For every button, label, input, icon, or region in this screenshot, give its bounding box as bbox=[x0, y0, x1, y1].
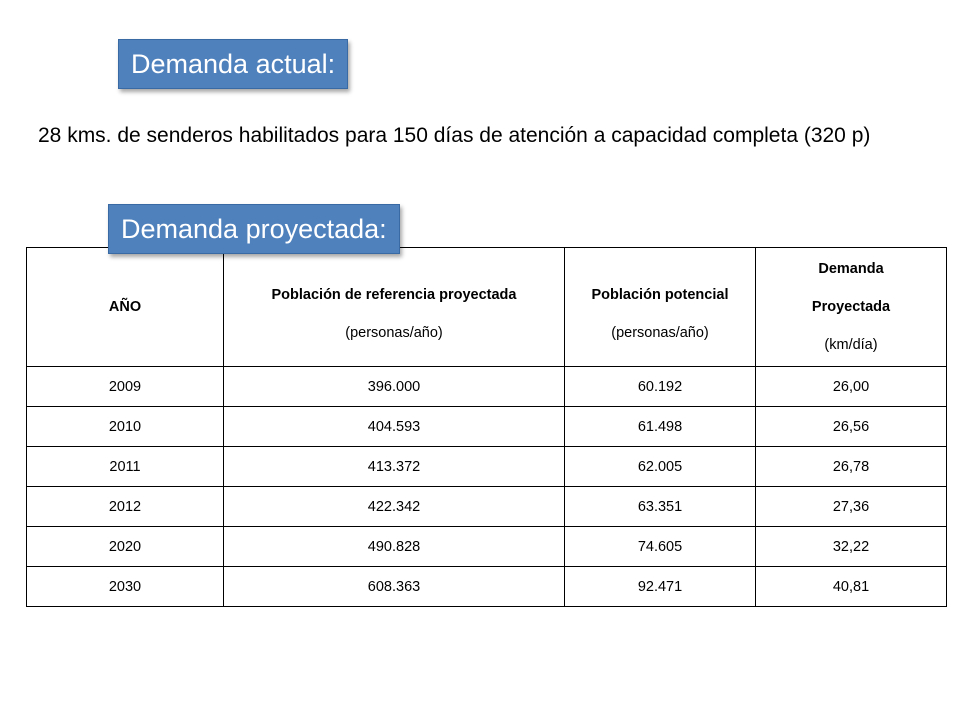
demanda-actual-heading-text: Demanda actual: bbox=[131, 48, 336, 79]
cell-year: 2010 bbox=[27, 407, 224, 447]
header-potential-population-unit: (personas/año) bbox=[611, 325, 709, 341]
header-potential-population-title: Población potencial bbox=[591, 287, 729, 303]
cell-year: 2009 bbox=[27, 367, 224, 407]
header-year-label: AÑO bbox=[108, 299, 142, 315]
demand-table bbox=[26, 247, 947, 607]
demanda-proyectada-heading bbox=[108, 204, 400, 254]
cell-potential-population: 74.605 bbox=[565, 527, 756, 567]
table-row bbox=[27, 487, 947, 527]
cell-reference-population: 490.828 bbox=[224, 527, 565, 567]
cell-projected-demand: 26,56 bbox=[756, 407, 947, 447]
cell-reference-population: 422.342 bbox=[224, 487, 565, 527]
cell-potential-population: 60.192 bbox=[565, 367, 756, 407]
table-row bbox=[27, 407, 947, 447]
cell-reference-population: 396.000 bbox=[224, 367, 565, 407]
cell-projected-demand: 27,36 bbox=[756, 487, 947, 527]
header-reference-population-title: Población de referencia proyectada bbox=[271, 287, 517, 303]
header-projected-demand-title-1: Demanda bbox=[818, 261, 884, 277]
cell-projected-demand: 32,22 bbox=[756, 527, 947, 567]
demanda-actual-text: 28 kms. de senderos habilitados para 150 días de atención a capacidad completa (320 p) bbox=[38, 124, 871, 147]
header-potential-population bbox=[565, 248, 756, 367]
cell-year: 2030 bbox=[27, 567, 224, 607]
header-reference-population-unit: (personas/año) bbox=[345, 325, 443, 341]
demanda-actual-heading bbox=[118, 39, 348, 89]
cell-reference-population: 413.372 bbox=[224, 447, 565, 487]
cell-year: 2011 bbox=[27, 447, 224, 487]
cell-year: 2012 bbox=[27, 487, 224, 527]
header-projected-demand-title-2: Proyectada bbox=[811, 299, 891, 315]
cell-year: 2020 bbox=[27, 527, 224, 567]
cell-reference-population: 404.593 bbox=[224, 407, 565, 447]
header-reference-population bbox=[224, 248, 565, 367]
cell-projected-demand: 40,81 bbox=[756, 567, 947, 607]
header-projected-demand-unit: (km/día) bbox=[824, 337, 878, 353]
table-row bbox=[27, 367, 947, 407]
cell-reference-population: 608.363 bbox=[224, 567, 565, 607]
demanda-proyectada-heading-text: Demanda proyectada: bbox=[121, 213, 387, 244]
table-row bbox=[27, 447, 947, 487]
table-row bbox=[27, 527, 947, 567]
table-row bbox=[27, 567, 947, 607]
cell-potential-population: 61.498 bbox=[565, 407, 756, 447]
table-header-row bbox=[27, 248, 947, 367]
header-year bbox=[27, 248, 224, 367]
cell-potential-population: 63.351 bbox=[565, 487, 756, 527]
cell-potential-population: 92.471 bbox=[565, 567, 756, 607]
cell-projected-demand: 26,00 bbox=[756, 367, 947, 407]
header-projected-demand bbox=[756, 248, 947, 367]
cell-projected-demand: 26,78 bbox=[756, 447, 947, 487]
cell-potential-population: 62.005 bbox=[565, 447, 756, 487]
